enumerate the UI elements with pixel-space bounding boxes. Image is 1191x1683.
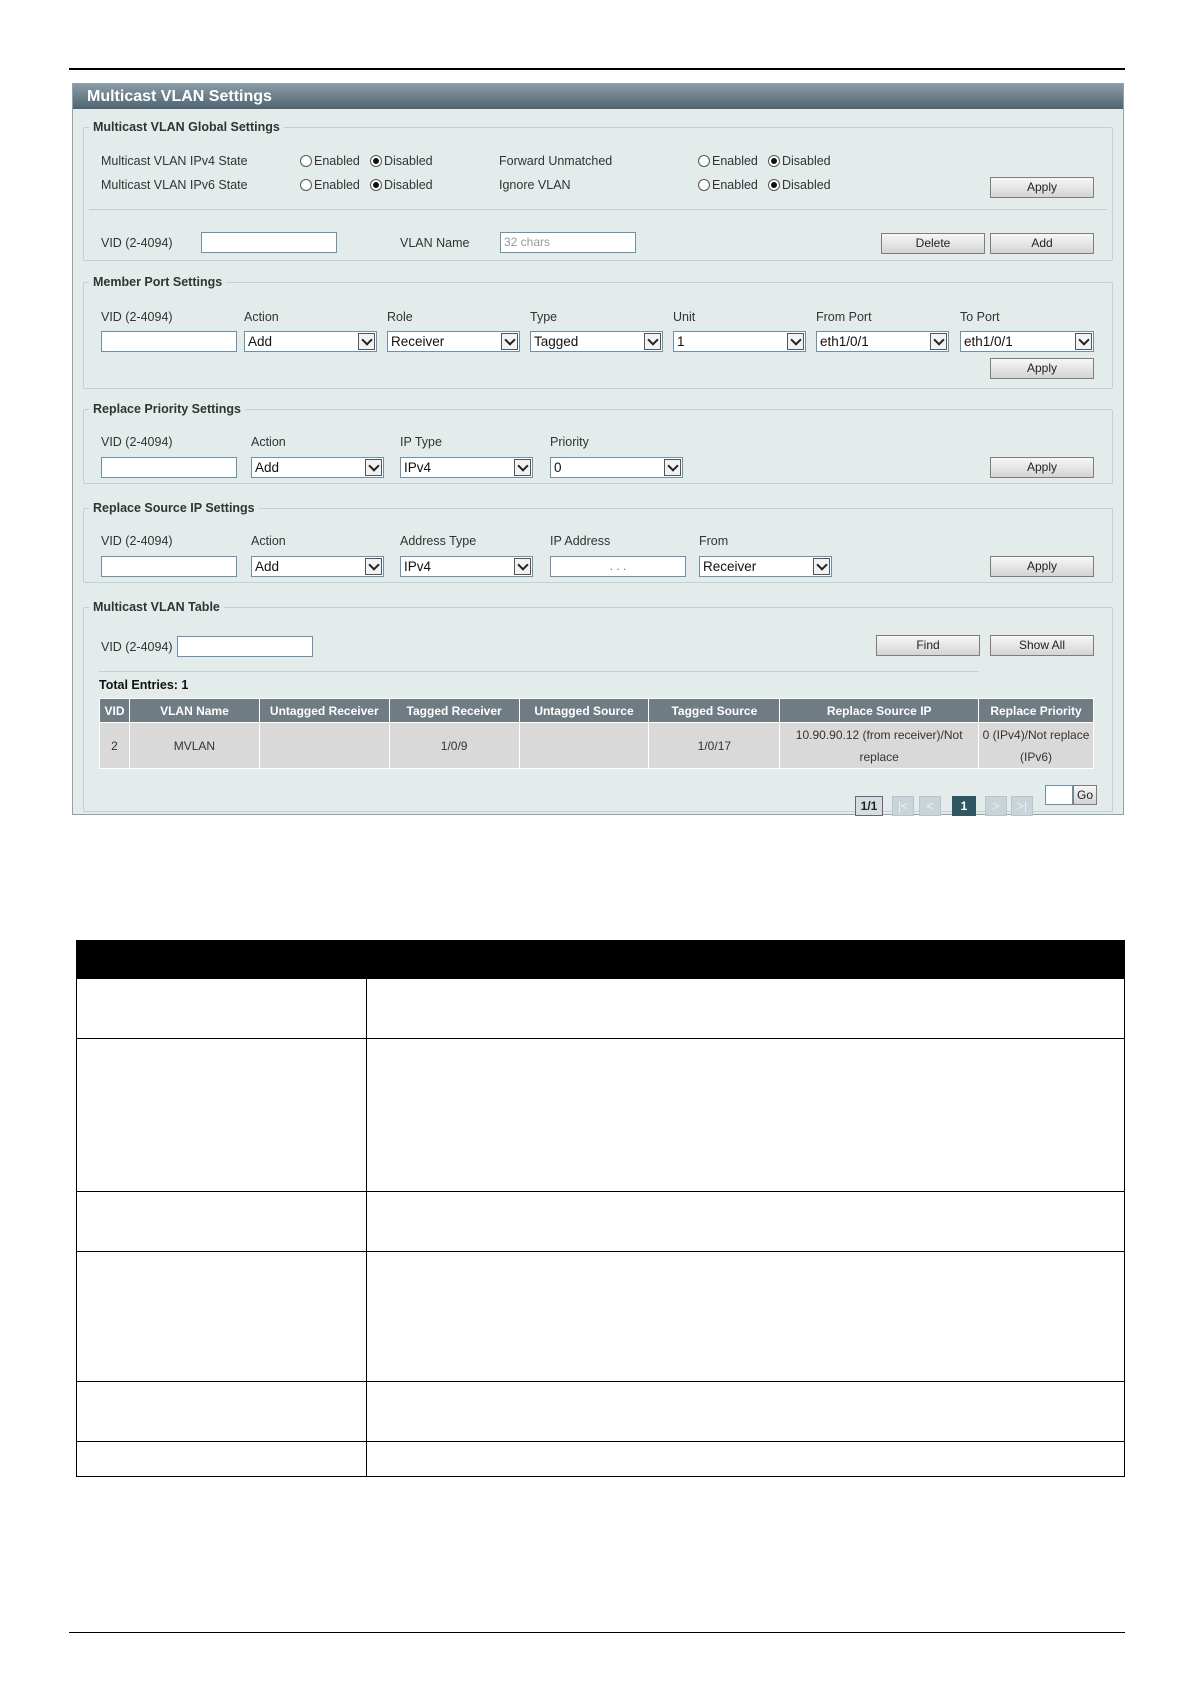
forward-unmatched-label: Forward Unmatched xyxy=(499,154,613,168)
chevron-down-icon xyxy=(514,459,531,476)
source-from-label: From xyxy=(699,534,729,548)
cell-vlan-name: MVLAN xyxy=(129,723,259,769)
parameter-cell xyxy=(77,1192,367,1252)
add-button[interactable]: Add xyxy=(990,233,1094,254)
select-value: eth1/0/1 xyxy=(964,334,1013,349)
parameter-cell xyxy=(77,1252,367,1382)
cell-untagged-receiver xyxy=(259,723,389,769)
chevron-down-icon xyxy=(358,333,375,350)
select-value: eth1/0/1 xyxy=(820,334,869,349)
description-row xyxy=(77,979,1125,1039)
current-page-button[interactable]: 1 xyxy=(952,796,976,816)
description-cell xyxy=(367,1039,1125,1192)
member-apply-button[interactable]: Apply xyxy=(990,358,1094,379)
chevron-down-icon xyxy=(930,333,947,350)
select-value: Tagged xyxy=(534,334,579,349)
member-type-select[interactable] xyxy=(530,331,663,352)
description-row xyxy=(77,1039,1125,1192)
source-address-type-select[interactable] xyxy=(400,556,533,577)
forward-unmatched-enabled-radio[interactable] xyxy=(698,154,758,168)
chevron-down-icon xyxy=(365,459,382,476)
member-to-port-label: To Port xyxy=(960,310,1000,324)
column-header-tagged-source: Tagged Source xyxy=(649,699,780,723)
column-header-replace-source-ip: Replace Source IP xyxy=(780,699,979,723)
description-row xyxy=(77,1192,1125,1252)
radio-icon xyxy=(300,179,312,191)
radio-selected-icon xyxy=(370,179,382,191)
radio-selected-icon xyxy=(370,155,382,167)
radio-label: Disabled xyxy=(782,154,831,168)
parameter-cell xyxy=(77,1442,367,1477)
description-row xyxy=(77,1252,1125,1382)
radio-label: Disabled xyxy=(782,178,831,192)
source-vid-input[interactable] xyxy=(101,556,237,577)
column-header-tagged-receiver: Tagged Receiver xyxy=(389,699,519,723)
ipv4-disabled-radio[interactable] xyxy=(370,154,433,168)
show-all-button[interactable]: Show All xyxy=(990,635,1094,656)
chevron-down-icon xyxy=(787,333,804,350)
source-from-select[interactable] xyxy=(699,556,832,577)
priority-vid-input[interactable] xyxy=(101,457,237,478)
description-header-cell xyxy=(367,941,1125,979)
column-header-untagged-receiver: Untagged Receiver xyxy=(259,699,389,723)
radio-label: Enabled xyxy=(712,154,758,168)
vlan-name-input[interactable]: 32 chars xyxy=(500,232,636,253)
source-address-type-label: Address Type xyxy=(400,534,477,548)
ipv4-enabled-radio[interactable] xyxy=(300,154,360,168)
go-button[interactable]: Go xyxy=(1073,785,1097,805)
parameter-cell xyxy=(77,1039,367,1192)
forward-unmatched-disabled-radio[interactable] xyxy=(768,154,831,168)
priority-apply-button[interactable]: Apply xyxy=(990,457,1094,478)
multicast-vlan-table-legend: Multicast VLAN Table xyxy=(93,600,220,614)
source-apply-button[interactable]: Apply xyxy=(990,556,1094,577)
radio-icon xyxy=(300,155,312,167)
select-value: Receiver xyxy=(391,334,445,349)
member-from-port-label: From Port xyxy=(816,310,872,324)
description-cell xyxy=(367,1382,1125,1442)
global-settings-legend: Multicast VLAN Global Settings xyxy=(93,120,280,134)
top-rule xyxy=(69,68,1125,70)
member-port-settings-legend: Member Port Settings xyxy=(93,275,223,289)
member-action-label: Action xyxy=(244,310,279,324)
table-row xyxy=(100,723,1094,769)
source-ip-address-label: IP Address xyxy=(550,534,611,548)
replace-source-ip-settings-legend: Replace Source IP Settings xyxy=(93,501,255,515)
member-action-select[interactable] xyxy=(244,331,377,352)
select-value: Add xyxy=(255,460,280,475)
priority-priority-label: Priority xyxy=(550,435,589,449)
column-header-replace-priority: Replace Priority xyxy=(979,699,1094,723)
select-value: 0 xyxy=(554,460,562,475)
description-cell xyxy=(367,1192,1125,1252)
last-page-button[interactable]: >| xyxy=(1011,796,1033,816)
select-value: Receiver xyxy=(703,559,757,574)
ipv4-state-label: Multicast VLAN IPv4 State xyxy=(101,154,248,168)
cell-replace-source-ip: 10.90.90.12 (from receiver)/Not replace xyxy=(780,723,979,769)
ipv6-enabled-radio[interactable] xyxy=(300,178,360,192)
table-vid-label: VID (2-4094) xyxy=(101,640,173,654)
cell-tagged-source: 1/0/17 xyxy=(649,723,780,769)
vlan-name-label: VLAN Name xyxy=(400,236,470,250)
description-table xyxy=(76,940,1125,1477)
global-separator xyxy=(89,209,1107,210)
global-apply-button[interactable]: Apply xyxy=(990,177,1094,198)
chevron-down-icon xyxy=(644,333,661,350)
source-ip-address-input[interactable]: . . . xyxy=(550,556,686,577)
member-to-port-select[interactable] xyxy=(960,331,1094,352)
member-unit-select[interactable] xyxy=(673,331,806,352)
column-header-vid: VID xyxy=(100,699,130,723)
description-cell xyxy=(367,979,1125,1039)
vlan-vid-input[interactable] xyxy=(201,232,337,253)
description-row xyxy=(77,1382,1125,1442)
parameter-cell xyxy=(77,979,367,1039)
table-separator xyxy=(99,671,979,672)
description-cell xyxy=(367,1252,1125,1382)
chevron-down-icon xyxy=(664,459,681,476)
ignore-vlan-enabled-radio[interactable] xyxy=(698,178,758,192)
delete-button[interactable]: Delete xyxy=(881,233,985,254)
member-from-port-select[interactable] xyxy=(816,331,949,352)
member-unit-label: Unit xyxy=(673,310,696,324)
table-header-row xyxy=(100,699,1094,723)
radio-label: Enabled xyxy=(712,178,758,192)
select-value: 1 xyxy=(677,334,685,349)
priority-vid-label: VID (2-4094) xyxy=(101,435,173,449)
table-vid-input[interactable] xyxy=(177,636,313,657)
radio-icon xyxy=(698,179,710,191)
radio-selected-icon xyxy=(768,179,780,191)
ignore-vlan-disabled-radio[interactable] xyxy=(768,178,831,192)
chevron-down-icon xyxy=(1075,333,1092,350)
bottom-rule xyxy=(69,1632,1125,1633)
member-role-label: Role xyxy=(387,310,413,324)
priority-ip-type-label: IP Type xyxy=(400,435,442,449)
description-header-cell xyxy=(77,941,367,979)
priority-ip-type-select[interactable] xyxy=(400,457,533,478)
column-header-vlan-name: VLAN Name xyxy=(129,699,259,723)
find-button[interactable]: Find xyxy=(876,635,980,656)
member-vid-label: VID (2-4094) xyxy=(101,310,173,324)
select-value: IPv4 xyxy=(404,559,432,574)
select-value: IPv4 xyxy=(404,460,432,475)
source-action-select[interactable] xyxy=(251,556,384,577)
total-entries: Total Entries: 1 xyxy=(99,678,189,692)
first-page-button[interactable]: |< xyxy=(892,796,914,816)
chevron-down-icon xyxy=(501,333,518,350)
source-action-label: Action xyxy=(251,534,286,548)
source-vid-label: VID (2-4094) xyxy=(101,534,173,548)
description-header-row xyxy=(77,941,1125,979)
radio-label: Enabled xyxy=(314,178,360,192)
next-page-button[interactable]: > xyxy=(985,796,1007,816)
multicast-vlan-table xyxy=(99,698,1094,769)
chevron-down-icon xyxy=(365,558,382,575)
member-role-select[interactable] xyxy=(387,331,520,352)
radio-selected-icon xyxy=(768,155,780,167)
radio-label: Disabled xyxy=(384,154,433,168)
vlan-vid-label: VID (2-4094) xyxy=(101,236,173,250)
prev-page-button[interactable]: < xyxy=(919,796,941,816)
cell-replace-priority: 0 (IPv4)/Not replace (IPv6) xyxy=(979,723,1094,769)
select-value: Add xyxy=(248,334,273,349)
page-indicator: 1/1 xyxy=(855,796,883,816)
parameter-cell xyxy=(77,1382,367,1442)
description-cell xyxy=(367,1442,1125,1477)
radio-icon xyxy=(698,155,710,167)
radio-label: Enabled xyxy=(314,154,360,168)
priority-action-select[interactable] xyxy=(251,457,384,478)
ipv6-state-label: Multicast VLAN IPv6 State xyxy=(101,178,248,192)
column-header-untagged-source: Untagged Source xyxy=(519,699,649,723)
go-page-input[interactable] xyxy=(1045,785,1073,805)
chevron-down-icon xyxy=(514,558,531,575)
ignore-vlan-label: Ignore VLAN xyxy=(499,178,571,192)
ipv6-disabled-radio[interactable] xyxy=(370,178,433,192)
priority-value-select[interactable] xyxy=(550,457,683,478)
member-type-label: Type xyxy=(530,310,558,324)
priority-action-label: Action xyxy=(251,435,286,449)
member-vid-input[interactable] xyxy=(101,331,237,352)
description-row xyxy=(77,1442,1125,1477)
replace-priority-settings-legend: Replace Priority Settings xyxy=(93,402,241,416)
panel-title: Multicast VLAN Settings xyxy=(73,84,1123,109)
select-value: Add xyxy=(255,559,280,574)
cell-vid: 2 xyxy=(100,723,130,769)
cell-tagged-receiver: 1/0/9 xyxy=(389,723,519,769)
chevron-down-icon xyxy=(813,558,830,575)
cell-untagged-source xyxy=(519,723,649,769)
radio-label: Disabled xyxy=(384,178,433,192)
